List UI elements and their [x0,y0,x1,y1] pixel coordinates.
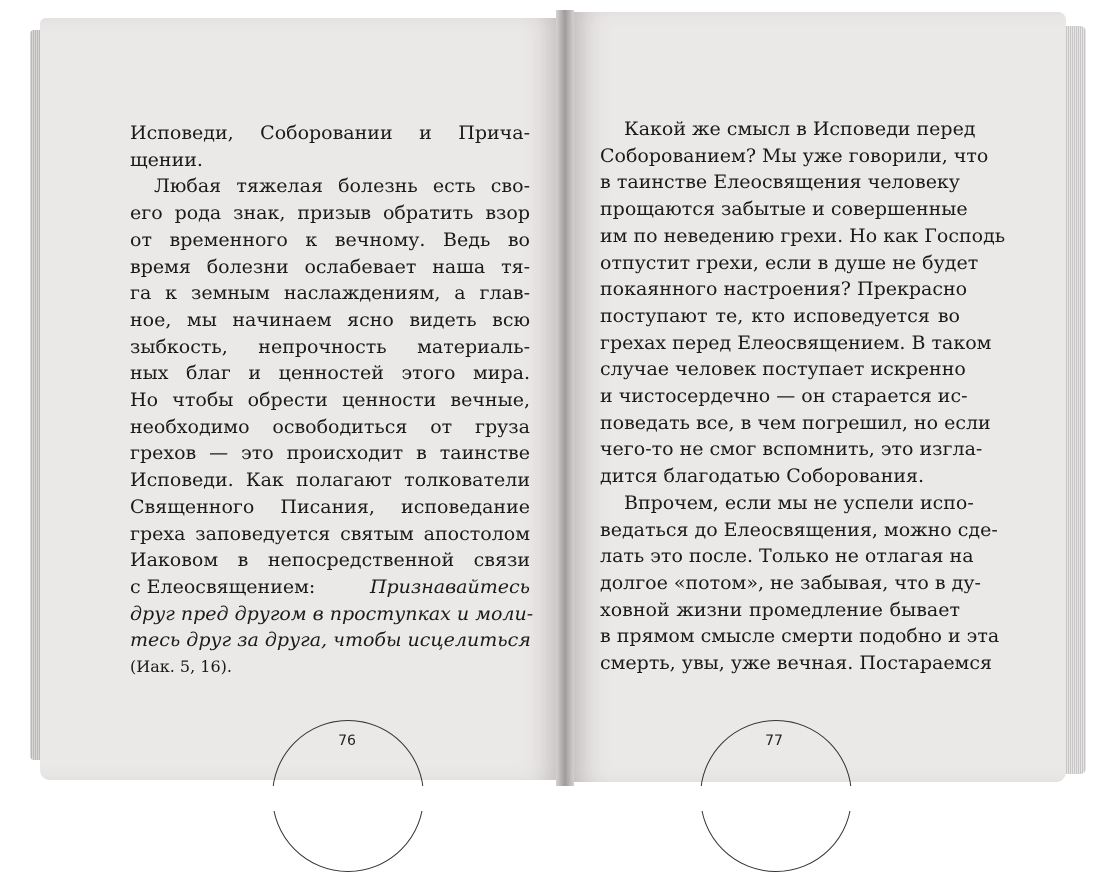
text-line: Священного Писания, исповедание [130,495,530,518]
text-line: грехах перед Елеосвящением. В таком [600,331,992,354]
text-line: от временного к вечному. Ведь во [130,228,530,251]
text-line: Любая тяжелая болезнь есть сво- [154,175,530,198]
italic-fragment: Признавайтесь [369,575,530,598]
text-line: зыбкость, непрочность материаль- [130,335,530,358]
text-line: ных благ и ценностей этого мира. [130,362,530,385]
text-line: необходимо освободиться от груза [130,415,530,438]
scripture-reference: (Иак. 5, 16). [130,657,232,677]
text-line: лать это после. Только не отлагая на [600,545,974,568]
text-fragment: с Елеосвящением: [130,575,316,598]
page-number-left: 76 [338,733,356,749]
text-line: Какой же смысл в Исповеди перед [624,118,976,140]
text-line: долгое «потом», не забывая, что в ду- [600,571,981,594]
text-line: поступают те, кто исповедуется во [600,304,960,327]
left-page-text [130,120,534,681]
book-gutter [556,10,574,788]
text-line: дится благодатью Соборования. [600,465,925,488]
text-line: в прямом смысле смерти подобно и эта [600,625,1000,648]
page-number-right: 77 [765,733,783,749]
text-line: Но чтобы обрести ценности вечные, [130,389,530,412]
italic-line: друг пред другом в проступках и моли- [130,602,534,625]
text-line: ведаться до Елеосвящения, можно сде- [600,518,998,541]
text-line: время болезни ослабевает наша тя- [130,255,530,278]
text-line: ное, мы начинаем ясно видеть всю [130,308,530,331]
text-line: покаянного настроения? Прекрасно [600,278,968,301]
text-line: щении. [130,148,203,171]
text-line: Соборованием? Мы уже говорили, что [600,144,989,167]
text-line: его рода знак, призыв обратить взор [130,202,530,225]
text-line: греха заповедуется святым апостолом [130,522,530,545]
text-line: случае человек поступает искренно [600,358,966,381]
text-line: га к земным наслаждениям, а глав- [130,282,530,305]
text-line: ховной жизни промедление бывает [600,598,960,621]
text-line: Исповеди. Как полагают толкователи [130,469,530,492]
text-line: Исповеди, Соборовании и Прича- [130,122,530,144]
text-line: отпустит грехи, если в душе не будет [600,251,979,274]
text-line: смерть, увы, уже вечная. Постараемся [600,652,992,675]
text-line: Иаковом в непосредственной связи [130,549,530,572]
text-line: Впрочем, если мы не успели испо- [624,491,974,514]
bottom-background [0,786,1111,811]
text-line: прощаются забытые и совершенные [600,198,968,221]
text-line-mixed [130,574,530,601]
text-line: им по неведению грехи. Но как Господь [600,224,1006,247]
text-line: грехов — это происходит в таинстве [130,442,530,465]
text-line: чего-то не смог вспомнить, это изгла- [600,438,983,461]
text-line: в таинстве Елеосвящения человеку [600,171,960,194]
text-line: поведать все, в чем погрешил, но если [600,411,991,434]
italic-line: тесь друг за друга, чтобы исцелиться [130,629,531,652]
text-line: и чистосердечно — он старается ис- [600,385,968,408]
right-page-text [600,116,1006,677]
